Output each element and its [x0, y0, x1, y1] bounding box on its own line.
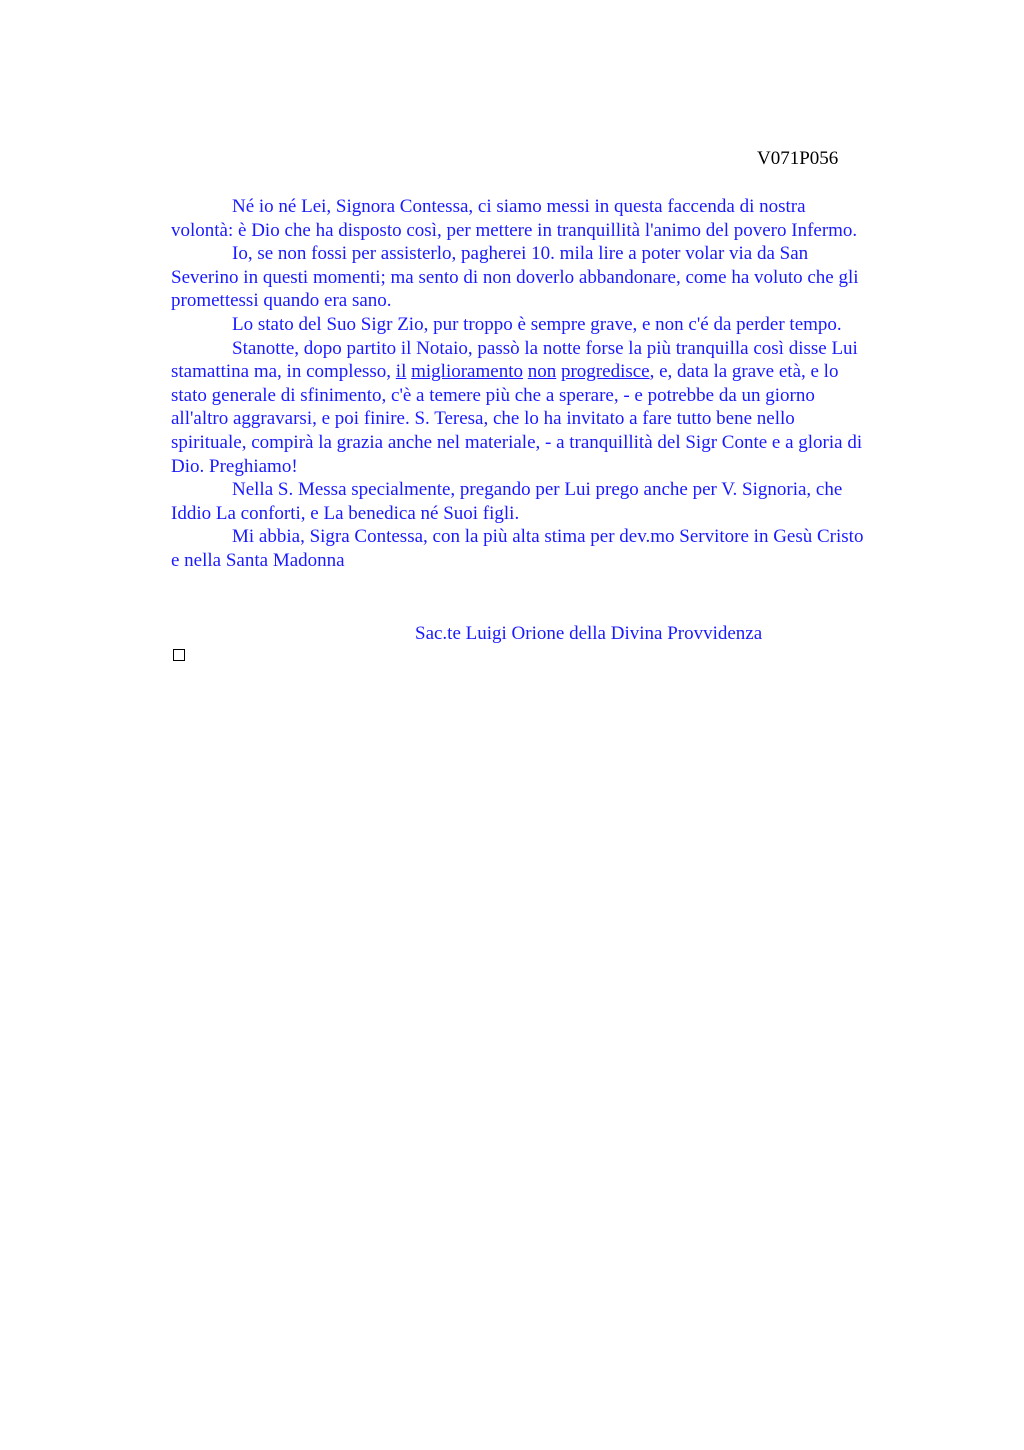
p4-line-2-start: stamattina ma, in complesso,	[171, 361, 396, 383]
p5-line-1: Nella S. Messa specialmente, pregando per Lui prego anche per V. Signoria, che	[232, 479, 843, 501]
p4-line-3: stato generale di sfinimento, c'è a temere più che a sperare, - e potrebbe da un giorno	[171, 384, 815, 406]
paragraph-2	[171, 242, 931, 313]
underlined-word-non: non	[527, 361, 557, 383]
p2-line-2: Severino in questi momenti; ma sento di non doverlo abbandonare, come ha voluto che gli	[171, 266, 859, 288]
p4-line-5: spirituale, compirà la grazia anche nel materiale, - a tranquillità del Sigr Conte e a gloria di	[171, 431, 863, 453]
letter-body	[171, 195, 931, 573]
underlined-word-progredisce: progredisce	[560, 361, 650, 383]
page-code: V071P056	[757, 148, 839, 169]
p5-line-2: Iddio La conforti, e La benedica né Suoi figli.	[171, 502, 520, 524]
p1-line-2: volontà: è Dio che ha disposto così, per mettere in tranquillità l'animo del povero Infermo.	[171, 219, 858, 241]
p4-line-6: Dio. Preghiamo!	[171, 455, 298, 477]
p4-line-2-end: , e, data la grave età, e lo	[649, 361, 839, 383]
signature: Sac.te Luigi Orione della Divina Provvidenza	[415, 623, 763, 644]
p1-line-1: Né io né Lei, Signora Contessa, ci siamo messi in questa faccenda di nostra	[232, 196, 806, 217]
paragraph-1	[171, 195, 931, 242]
underlined-word-il: il	[395, 361, 407, 383]
paragraph-3	[171, 313, 931, 337]
p2-line-3: promettessi quando era sano.	[171, 290, 392, 312]
p4-line-1: Stanotte, dopo partito il Notaio, passò la notte forse la più tranquilla così disse Lui	[232, 337, 858, 359]
p2-line-1: Io, se non fossi per assisterlo, pagherei 10. mila lire a poter volar via da San	[232, 243, 809, 265]
paragraph-4	[171, 337, 931, 479]
underlined-word-miglioramento: miglioramento	[411, 361, 523, 383]
paragraph-6	[171, 525, 931, 572]
p6-line-1: Mi abbia, Sigra Contessa, con la più alta stima per dev.mo Servitore in Gesù Cristo	[232, 526, 864, 548]
p6-line-2: e nella Santa Madonna	[171, 549, 345, 571]
end-of-document-box-icon	[173, 649, 185, 661]
p3-line-1: Lo stato del Suo Sigr Zio, pur troppo è sempre grave, e non c'é da perder tempo.	[232, 313, 842, 335]
paragraph-5	[171, 478, 931, 525]
p4-line-4: all'altro aggravarsi, e poi finire. S. Teresa, che lo ha invitato a fare tutto bene nello	[171, 408, 795, 430]
